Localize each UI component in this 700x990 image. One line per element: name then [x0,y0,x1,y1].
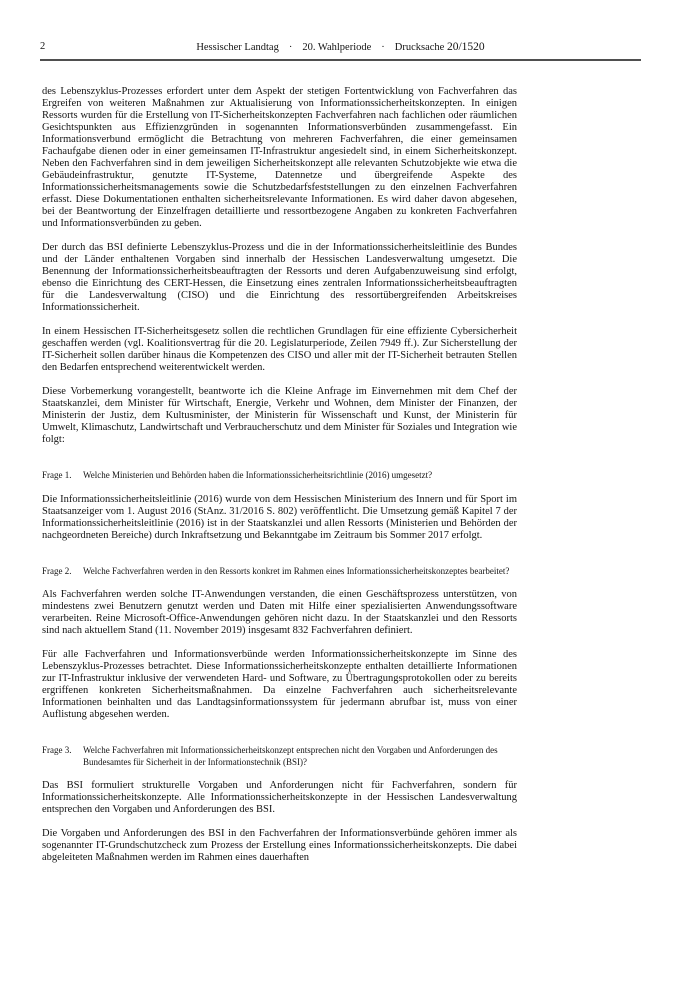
question-text: Welche Fachverfahren mit Informationssicherheitskonzept entsprechen nicht den Vorgaben und Anforderungen des Bundesamtes für Sicherheit in der Informationstechnik (BSI)? [83,745,498,767]
paragraph-preliminary-2: Der durch das BSI definierte Lebenszyklus-Prozess und die in der Informationssicherheitsleitlinie des Bundes und der Länder enthaltenen Vorgaben sind innerhalb der Hessischen Landesverwaltung umgesetzt. Die Benennung der Informationssicherheitsbeauftragten der Ressorts und deren Aufgabenzuweisung sind erfolgt, ebenso die Einrichtung des CERT-Hessen, die Einsetzung eines zentralen Informationssicherheitsbeauftragten für die Landesverwaltung (CISO) und die Einrichtung des ressortübergreifenden Arbeitskreises Informationssicherheit. [42,242,517,313]
header-separator: · [381,42,385,53]
question-label: Frage 2. [42,565,72,576]
answer-frage-3-part-2: Die Vorgaben und Anforderungen des BSI in den Fachverfahren der Informationsverbünde gehören immer als sogenannter IT-Grundschutzcheck zum Prozess der Erstellung eines Informationssicherheitskonzepts. Die dabei abgeleiteten Maßnahmen werden im Rahmen eines dauerhaften [42,828,517,863]
answer-frage-3-part-1: Das BSI formuliert strukturelle Vorgaben und Anforderungen nicht für Fachverfahren, sondern für Informationssicherheitskonzepte. Alle Informationssicherheitskonzepte in der Hessischen Landesverwaltung entsprechen den Vorgaben und Anforderungen des BSI. [42,780,517,815]
page-number: 2 [40,41,46,52]
header-title [40,41,641,54]
header-doc-number: 20/1520 [446,41,485,53]
question-frage-1 [42,470,517,482]
question-text: Welche Fachverfahren werden in den Ressorts konkret im Rahmen eines Informationssicherheitskonzeptes bearbeitet? [83,565,510,576]
question-frage-2 [42,566,517,578]
answer-frage-1: Die Informationssicherheitsleitlinie (2016) wurde von dem Hessischen Ministerium des Innern und für Sport im Staatsanzeiger vom 1. August 2016 (StAnz. 31/2016 S. 802) veröffentlicht. Die Umsetzung gemäß Kapitel 7 der Informationssicherheitsleitlinie (2016) ist in der Staatskanzlei und allen Ressorts (Ministerien und Behörden der nachgeordneten Bereiche) durch Inkraftsetzung und Bekanntgabe im Zeitraum bis Sommer 2017 erfolgt. [42,493,517,541]
question-label: Frage 1. [42,470,72,480]
document-body [42,86,517,876]
question-label: Frage 3. [42,745,72,755]
paragraph-preliminary-1: des Lebenszyklus-Prozesses erfordert unter dem Aspekt der stetigen Fortentwicklung von Fachverfahren das Ergreifen von weiteren Maßnahmen zur Aktualisierung von Informationssicherheitskonzepten. In einigen Ressorts wurden für die Erstellung von IT-Sicherheitskonzepten Fachverfahren nach fachlichen oder räumlichen Gesichtspunkten aus Effizienzgründen in sogenannten Informationsverbünden zusammengefasst. Ein Informationsverbund ermöglicht die Betrachtung von mehreren Fachverfahren, die einer gemeinsamen Fachaufgabe dienen oder in einer gemeinsamen IT-Infrastruktur angesiedelt sind, in einem Sicherheitskonzept. Neben den Fachverfahren sind in dem jeweiligen Sicherheitskonzept alle relevanten Schutzobjekte wie etwa die Gebäudeinfrastruktur, genutzte IT-Systeme, Datennetze und übergreifende Aspekte des Informationssicherheitsmanagements sowie die Schutzbedarfsfeststellungen zu den einzelnen Fachverfahren erfasst. Diese Dokumentationen enthalten sicherheitsrelevante Informationen. Es wird daher davon abgesehen, bei der Beantwortung der Einzelfragen detaillierte und ressortbezogene Angaben zu konkreten Fachverfahren und Informationsverbünden zu geben. [42,86,517,229]
answer-frage-2-part-2: Für alle Fachverfahren und Informationsverbünde werden Informationssicherheitskonzepte im Sinne des Lebenszyklus-Prozesses betrachtet. Diese Informationssicherheitskonzepte enthalten detaillierte Informationen zur IT-Infrastruktur inklusive der verwendeten Hard- und Software, zu Übertragungsprotokollen oder zu bereits ergriffenen konkreten Sicherheitsmaßnahmen. Da einzelne Fachverfahren auch sicherheitsrelevante Informationen beinhalten und das Landtagsinformationssystem für jedermann abrufbar ist, muss von einer Auflistung abgesehen werden. [42,649,517,720]
header-parliament: Hessischer Landtag [196,42,279,53]
header-doc-label: Drucksache [394,42,445,53]
page-header [40,41,641,61]
paragraph-preliminary-4: Diese Vorbemerkung vorangestellt, beantworte ich die Kleine Anfrage im Einvernehmen mit dem Chef der Staatskanzlei, dem Minister für Wirtschaft, Energie, Verkehr und Wohnen, dem Minister der Finanzen, der Ministerin der Justiz, dem Kultusminister, der Ministerin für Wissenschaft und Kunst, der Ministerin für Umwelt, Klimaschutz, Landwirtschaft und Verbraucherschutz und dem Minister für Soziales und Integration wie folgt: [42,386,517,445]
header-period: 20. Wahlperiode [302,42,372,53]
paragraph-preliminary-3: In einem Hessischen IT-Sicherheitsgesetz sollen die rechtlichen Grundlagen für eine effiziente Cybersicherheit geschaffen werden (vgl. Koalitionsvertrag für die 20. Legislaturperiode, Zeilen 7949 ff.). Zur Sicherstellung der IT-Sicherheit sollen darüber hinaus die Kompetenzen des CISO und aller mit der IT-Sicherheit betrauten Stellen den Bedarfen entsprechend weiterentwickelt werden. [42,326,517,373]
question-text: Welche Ministerien und Behörden haben die Informationssicherheitsrichtlinie (2016) umgesetzt? [83,470,433,480]
question-frage-3 [42,745,517,768]
header-separator: · [288,42,293,53]
answer-frage-2-part-1: Als Fachverfahren werden solche IT-Anwendungen verstanden, die einen Geschäftsprozess unterstützen, von mindestens zwei Benutzern genutzt werden und Daten mit Hilfe einer spezialisierten Anwendungssoftware verarbeiten. Reine Microsoft-Office-Anwendungen gehören nicht dazu. In der Staatskanzlei und den Ressorts sind nach aktuellem Stand (11. November 2019) insgesamt 832 Fachverfahren definiert. [42,589,517,636]
